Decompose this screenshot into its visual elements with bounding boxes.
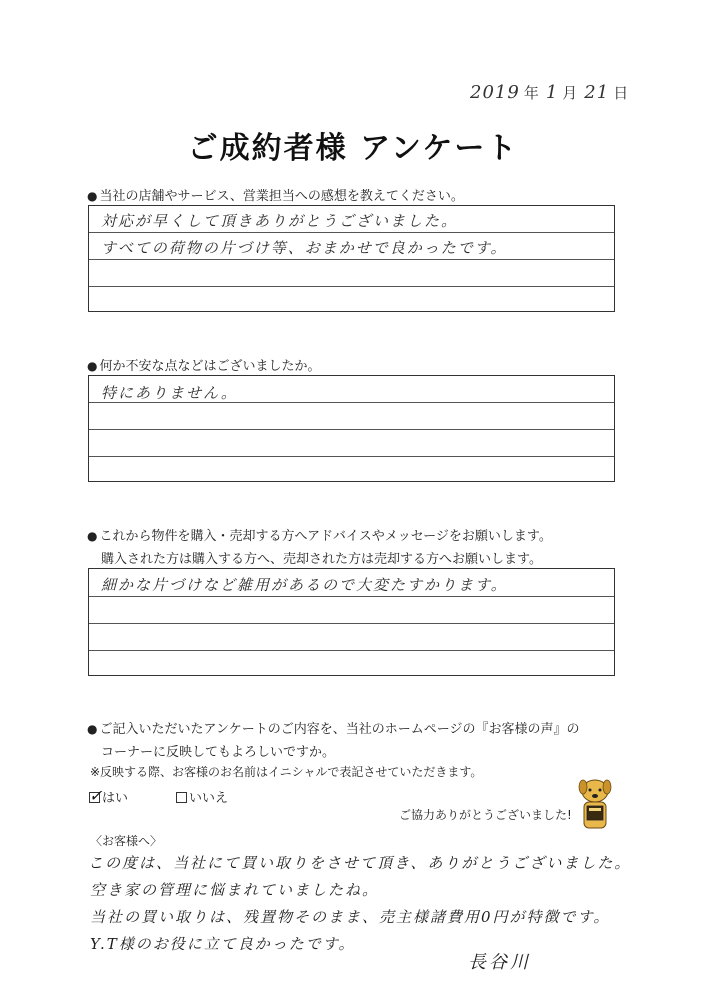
- no-option[interactable]: [176, 787, 228, 806]
- message-line-2: 空き家の管理に悩まれていましたね。: [90, 881, 380, 899]
- yes-option[interactable]: [89, 787, 128, 806]
- ruled-line: [89, 596, 614, 597]
- answer-box-2[interactable]: [88, 375, 615, 482]
- ruled-line: [89, 286, 614, 287]
- thanks-text: ご協力ありがとうございました!: [399, 808, 572, 822]
- consent-note: ※反映する際、お客様のお名前はイニシャルで表記させていただきます。: [90, 765, 483, 779]
- no-checkbox[interactable]: [176, 792, 187, 803]
- question-2: ● 何か不安な点などはございましたか。: [87, 359, 321, 374]
- answer-1-line-1: 対応が早くして頂きありがとうございました。: [101, 212, 459, 230]
- checkmark-icon: ✓: [89, 786, 103, 805]
- ruled-line: [89, 456, 614, 457]
- ruled-line: [89, 232, 614, 233]
- answer-1-line-2: すべての荷物の片づけ等、おまかせで良かったです。: [101, 239, 508, 257]
- consent-question: ● ご記入いただいたアンケートのご内容を、当社のホームページの『お客様の声』の: [87, 722, 580, 737]
- yes-label: はい: [102, 791, 129, 806]
- question-3-line-2: 購入された方は購入する方へ、売却された方は売却する方へお願いします。: [101, 552, 542, 567]
- question-3: ● これから物件を購入・売却する方へアドバイスやメッセージをお願いします。: [87, 529, 552, 544]
- date-day-label: 日: [613, 84, 630, 102]
- date-month-label: 月: [562, 84, 579, 102]
- bullet-icon: ●: [87, 189, 98, 203]
- ruled-line: [89, 650, 614, 651]
- no-label: いいえ: [189, 791, 229, 806]
- date-day: 21: [584, 82, 610, 103]
- date-year: 2019: [470, 82, 520, 103]
- date-year-label: 年: [523, 84, 540, 102]
- customer-label: 〈お客様へ〉: [90, 834, 163, 848]
- page-title: ご成約者様 アンケート: [187, 131, 519, 166]
- bullet-icon: ●: [87, 359, 98, 373]
- ruled-line: [89, 259, 614, 260]
- signature: 長谷川: [468, 952, 531, 973]
- yes-checkbox[interactable]: [89, 786, 103, 805]
- date-month: 1: [545, 82, 559, 103]
- answer-box-1[interactable]: [88, 205, 615, 312]
- answer-3-line-1: 細かな片づけなど雑用があるので大変たすかります。: [101, 576, 508, 594]
- ruled-line: [89, 623, 614, 624]
- ruled-line: [89, 429, 614, 430]
- consent-question-line-2: コーナーに反映してもよろしいですか。: [101, 745, 336, 760]
- answer-2-line-1: 特にありません。: [101, 384, 238, 402]
- dog-mascot-icon: [575, 776, 615, 832]
- answer-box-3[interactable]: [88, 568, 615, 676]
- bullet-icon: ●: [87, 529, 98, 543]
- message-line-3: 当社の買い取りは、残置物そのまま、売主様諸費用0円が特徴です。: [90, 908, 611, 926]
- date: [470, 82, 635, 103]
- bullet-icon: ●: [87, 722, 98, 736]
- message-line-4: Y.T様のお役に立て良かったです。: [90, 935, 356, 953]
- question-1: ● 当社の店舗やサービス、営業担当への感想を教えてください。: [87, 189, 464, 204]
- message-line-1: この度は、当社にて買い取りをさせて頂き、ありがとうございました。: [88, 854, 632, 872]
